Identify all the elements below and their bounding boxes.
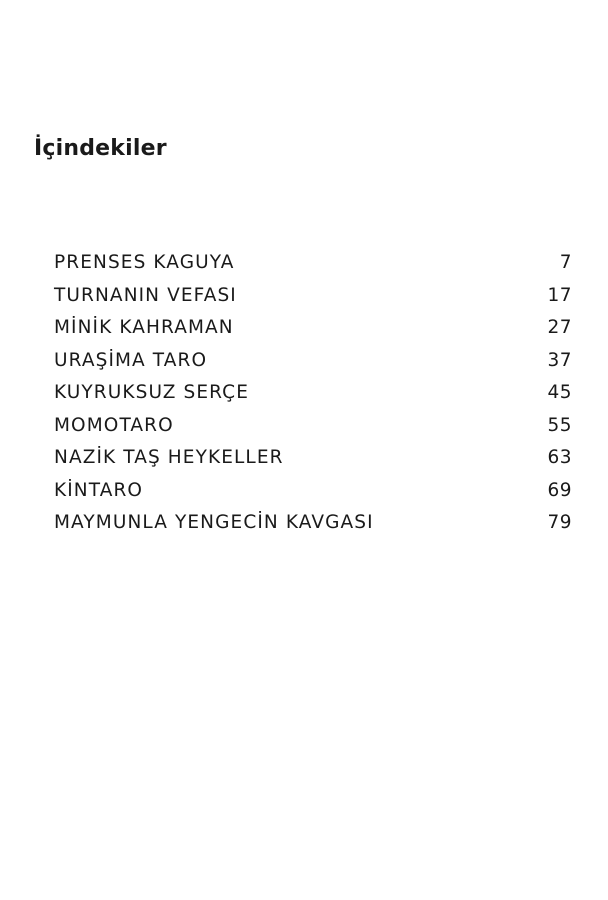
toc-entry-page: 27 <box>547 317 572 338</box>
toc-entry-title: TURNANIN VEFASI <box>54 284 237 306</box>
toc-entry-title: MAYMUNLA YENGECİN KAVGASI <box>54 512 374 533</box>
toc-entry-title: MİNİK KAHRAMAN <box>54 317 234 338</box>
toc-entry-page: 63 <box>547 447 572 468</box>
toc-entry-title: URAŞİMA TARO <box>54 349 208 371</box>
toc-entry-title: NAZİK TAŞ HEYKELLER <box>54 447 284 468</box>
toc-entry-page: 79 <box>547 512 572 533</box>
toc-entry-page: 69 <box>547 479 572 501</box>
toc-entry <box>54 315 572 348</box>
toc-entry <box>54 348 572 381</box>
toc-entry <box>54 478 572 511</box>
toc-heading: İçindekiler <box>34 136 167 161</box>
toc-entry <box>54 380 572 413</box>
toc-list <box>54 250 572 543</box>
toc-entry-title: KİNTARO <box>54 479 144 501</box>
toc-entry-title: KUYRUKSUZ SERÇE <box>54 382 249 403</box>
toc-entry-page: 17 <box>547 284 572 306</box>
toc-entry <box>54 510 572 543</box>
toc-entry <box>54 413 572 446</box>
toc-entry-page: 45 <box>547 382 572 403</box>
toc-entry <box>54 445 572 478</box>
toc-entry-title: MOMOTARO <box>54 414 174 436</box>
toc-entry-page: 7 <box>559 252 572 273</box>
toc-entry <box>54 250 572 283</box>
toc-entry <box>54 283 572 316</box>
toc-entry-page: 37 <box>547 349 572 371</box>
toc-entry-title: PRENSES KAGUYA <box>54 252 235 273</box>
toc-entry-page: 55 <box>547 414 572 436</box>
